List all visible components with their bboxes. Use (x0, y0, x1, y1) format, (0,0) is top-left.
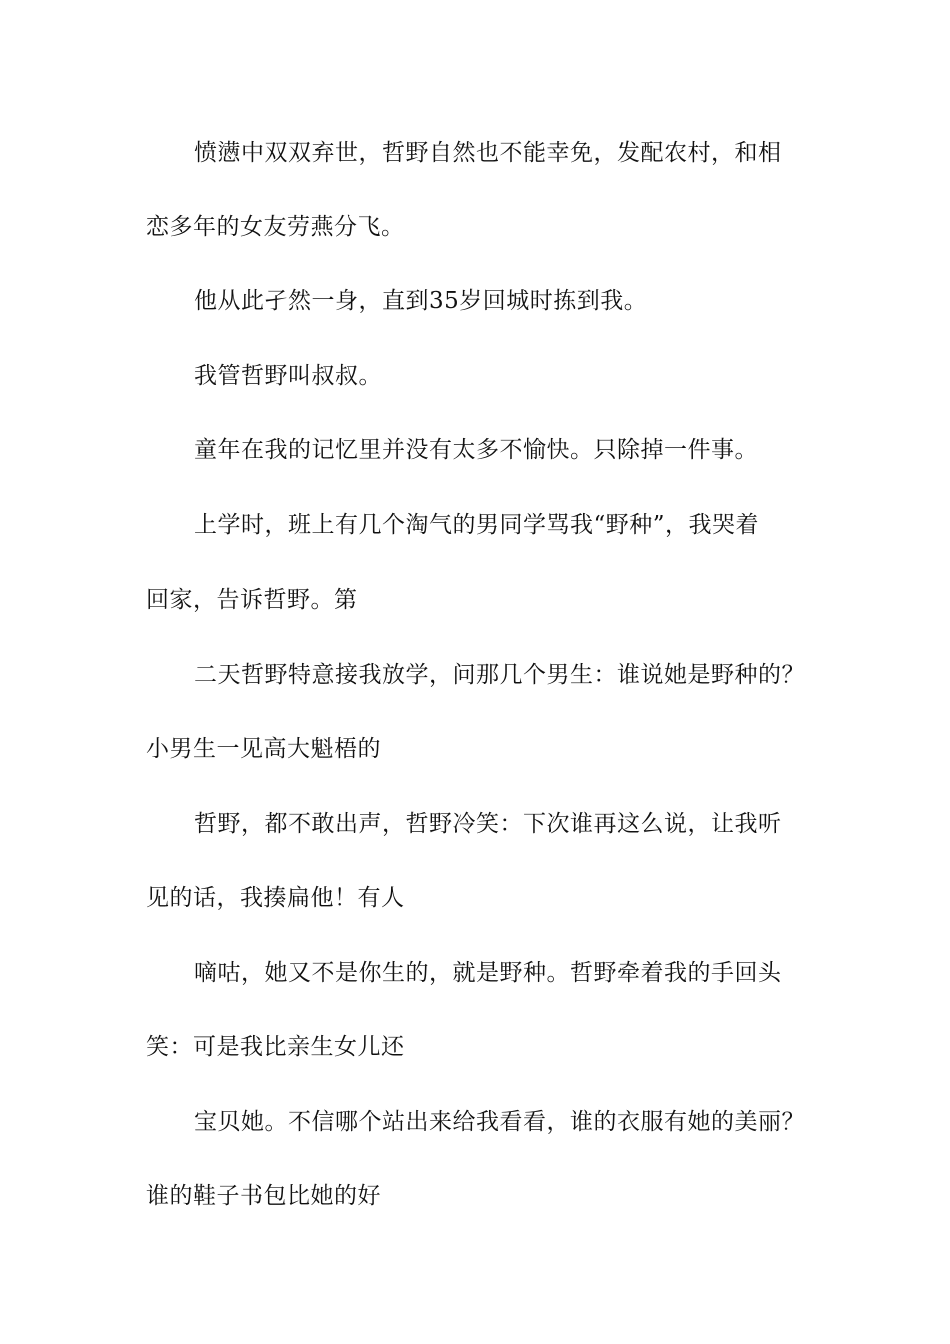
text-line: 二天哲野特意接我放学，问那几个男生：谁说她是野种的？ (194, 662, 805, 688)
text-line: 上学时，班上有几个淘气的男同学骂我“野种”，我哭着 (194, 512, 760, 538)
text-line: 哲野，都不敢出声，哲野冷笑：下次谁再这么说，让我听 (194, 811, 782, 837)
text-line: 恋多年的女友劳燕分飞。 (146, 214, 405, 240)
text-line: 宝贝她。不信哪个站出来给我看看，谁的衣服有她的美丽？ (194, 1109, 805, 1135)
text-line: 我管哲野叫叔叔。 (194, 363, 382, 389)
text-line: 见的话，我揍扁他！有人 (146, 885, 405, 911)
text-line: 童年在我的记忆里并没有太多不愉快。只除掉一件事。 (194, 437, 758, 463)
text-line: 回家，告诉哲野。第 (146, 587, 358, 613)
text-line: 谁的鞋子书包比她的好 (146, 1183, 381, 1209)
text-line: 小男生一见高大魁梧的 (146, 736, 381, 762)
text-line: 嘀咕，她又不是你生的，就是野种。哲野牵着我的手回头 (194, 960, 782, 986)
text-line: 笑：可是我比亲生女儿还 (146, 1034, 405, 1060)
text-line: 他从此孑然一身，直到35岁回城时拣到我。 (194, 288, 648, 314)
text-line: 愤懑中双双弃世，哲野自然也不能幸免，发配农村，和相 (194, 140, 782, 166)
